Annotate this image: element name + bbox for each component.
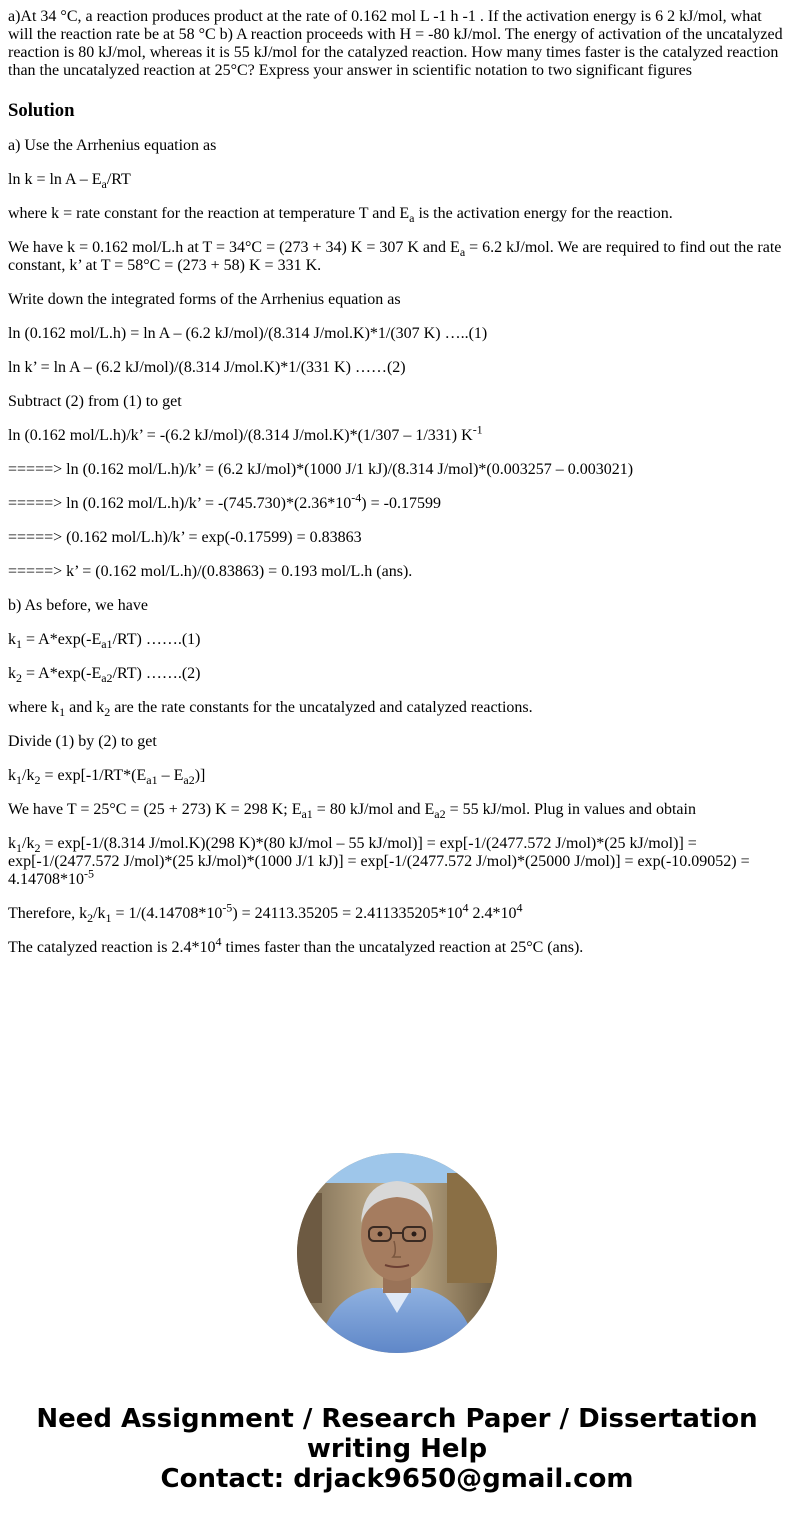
step-text-segment: 1	[16, 637, 22, 652]
solution-step	[8, 137, 786, 155]
step-text-segment: 2	[87, 911, 94, 926]
author-avatar	[297, 1153, 497, 1353]
step-text-segment: -4	[351, 490, 362, 505]
promo-contact: Contact: drjack9650@gmail.com	[160, 1464, 634, 1494]
step-text-segment: a1	[101, 637, 113, 652]
step-text-segment: 2	[16, 671, 22, 686]
step-text-segment: a2	[183, 773, 195, 788]
step-text-segment: /RT) …….(2)	[112, 665, 201, 682]
step-text-segment: a2	[434, 807, 446, 822]
solution-step	[8, 631, 786, 652]
step-text-segment: 2.4*10	[468, 905, 517, 922]
step-text-segment: 2	[104, 705, 111, 720]
step-text-segment: times faster than the uncatalyzed reaction at 25°C (ans).	[221, 939, 584, 956]
step-text-segment: = 55 kJ/mol. Plug in values and obtain	[445, 801, 696, 818]
step-text-segment: a2	[101, 671, 113, 686]
step-text-segment: ln k’ = ln A – (6.2 kJ/mol)/(8.314 J/mol.K)*1/(331 K) ……(2)	[8, 359, 406, 376]
step-text-segment: 2	[34, 841, 41, 856]
promo-line-2: writing Help	[306, 1434, 488, 1464]
step-text-segment: = A*exp(-E	[22, 665, 102, 682]
step-text-segment: /k	[22, 835, 35, 852]
step-text-segment: = exp[-1/(8.314 J/mol.K)(298 K)*(80 kJ/mol – 55 kJ/mol)] = exp[-1/(2477.572 J/mol)*(25 kJ/mol)] = exp[-1/(2477.572 J/mol)*(25 kJ/mol)*(1000 J/1 kJ)] = exp[-1/(2477.572 J/mol)*(25000 J/mol)] = exp(-10.09052) = 4.14708*10	[8, 835, 750, 888]
solution-step	[8, 205, 786, 226]
solution-step	[8, 325, 786, 343]
solution-step	[8, 461, 786, 479]
solution-step	[8, 665, 786, 686]
step-text-segment: =====> k’ = (0.162 mol/L.h)/(0.83863) = 0.193 mol/L.h (ans).	[8, 563, 413, 580]
solution-step	[8, 699, 786, 720]
step-text-segment: – E	[157, 767, 184, 784]
step-text-segment: /RT) …….(1)	[112, 631, 201, 648]
step-text-segment: We have k = 0.162 mol/L.h at T = 34°C = (273 + 34) K = 307 K and E	[8, 239, 460, 256]
step-text-segment: -1	[472, 422, 483, 437]
step-text-segment: Subtract (2) from (1) to get	[8, 393, 182, 410]
step-text-segment: k	[8, 665, 16, 682]
solution-step	[8, 171, 786, 192]
solution-step	[8, 835, 786, 889]
solution-step	[8, 422, 786, 445]
solution-step	[8, 291, 786, 309]
solution-step	[8, 563, 786, 581]
step-text-segment: b) As before, we have	[8, 597, 148, 614]
solution-step	[8, 393, 786, 411]
step-text-segment: ) = -0.17599	[361, 495, 441, 512]
step-text-segment: where k = rate constant for the reaction at temperature T and E	[8, 205, 410, 222]
step-text-segment: 4	[215, 934, 222, 949]
step-text-segment: We have T = 25°C = (25 + 273) K = 298 K; E	[8, 801, 302, 818]
step-text-segment: 1	[59, 705, 66, 720]
step-text-segment: =====> ln (0.162 mol/L.h)/k’ = (6.2 kJ/mol)*(1000 J/1 kJ)/(8.314 J/mol)*(0.003257 – 0.003021)	[8, 461, 634, 478]
solution-steps	[8, 137, 786, 957]
step-text-segment: =====> ln (0.162 mol/L.h)/k’ = -(745.730)*(2.36*10	[8, 495, 352, 512]
step-text-segment: -5	[222, 900, 233, 915]
step-text-segment: 1	[16, 773, 22, 788]
step-text-segment: ) = 24113.35205 = 2.411335205*10	[232, 905, 463, 922]
step-text-segment: Therefore, k	[8, 905, 88, 922]
step-text-segment: a	[459, 245, 466, 260]
promo-banner	[0, 1404, 794, 1494]
step-text-segment: are the rate constants for the uncatalyzed and catalyzed reactions.	[110, 699, 533, 716]
step-text-segment: -5	[84, 866, 94, 881]
step-text-segment: Write down the integrated forms of the Arrhenius equation as	[8, 291, 401, 308]
step-text-segment: 1	[105, 911, 112, 926]
solution-step	[8, 767, 786, 788]
solution-step	[8, 239, 786, 275]
step-text-segment: k	[8, 767, 16, 784]
step-text-segment: = 80 kJ/mol and E	[312, 801, 435, 818]
solution-step	[8, 359, 786, 377]
step-text-segment: a1	[301, 807, 313, 822]
solution-step	[8, 490, 786, 513]
solution-step	[8, 900, 786, 926]
step-text-segment: a	[101, 177, 107, 192]
step-text-segment: 4	[462, 900, 469, 915]
solution-heading: Solution	[8, 100, 75, 121]
solution-step	[8, 733, 786, 751]
solution-step	[8, 597, 786, 615]
step-text-segment: = 6.2 kJ/mol. We are required to find out the rate constant, k’ at T = 58°C = (273 + 58) K = 331 K.	[8, 239, 782, 274]
step-text-segment: = 1/(4.14708*10	[111, 905, 223, 922]
step-text-segment: /k	[22, 767, 35, 784]
solution-step	[8, 529, 786, 547]
step-text-segment: 2	[34, 773, 41, 788]
step-text-segment: and k	[65, 699, 105, 716]
step-text-segment: a1	[146, 773, 158, 788]
step-text-segment: =====> (0.162 mol/L.h)/k’ = exp(-0.17599) = 0.83863	[8, 529, 362, 546]
author-photo-image	[297, 1153, 497, 1353]
step-text-segment: k	[8, 631, 16, 648]
step-text-segment: /k	[93, 905, 106, 922]
step-text-segment: ln (0.162 mol/L.h) = ln A – (6.2 kJ/mol)/(8.314 J/mol.K)*1/(307 K) …..(1)	[8, 325, 488, 342]
step-text-segment: k	[8, 835, 16, 852]
step-text-segment: 1	[16, 841, 22, 856]
step-text-segment: ln (0.162 mol/L.h)/k’ = -(6.2 kJ/mol)/(8.314 J/mol.K)*(1/307 – 1/331) K	[8, 427, 473, 444]
question-text: a)At 34 °C, a reaction produces product at the rate of 0.162 mol L -1 h -1 . If the activation energy is 6 2 kJ/mol, what will the reaction rate be at 58 °C b) A reaction proceeds with H = -80 kJ/mol. The energy of activation of the uncatalyzed reaction is 80 kJ/mol, whereas it is 55 kJ/mol for the catalyzed reaction. How many times faster is the catalyzed reaction than the uncatalyzed reaction at 25°C? Express your answer in scientific notation to two significant figures	[8, 8, 783, 79]
step-text-segment: Divide (1) by (2) to get	[8, 733, 157, 750]
solution-step	[8, 934, 786, 957]
step-text-segment: = A*exp(-E	[22, 631, 102, 648]
solution-step	[8, 801, 786, 822]
step-text-segment: /RT	[106, 171, 131, 188]
step-text-segment: a) Use the Arrhenius equation as	[8, 137, 217, 154]
step-text-segment: = exp[-1/RT*(E	[40, 767, 147, 784]
step-text-segment: )]	[194, 767, 206, 784]
step-text-segment: 4	[516, 900, 523, 915]
step-text-segment: a	[409, 211, 415, 226]
step-text-segment: ln k = ln A – E	[8, 171, 102, 188]
step-text-segment: where k	[8, 699, 60, 716]
promo-line-1: Need Assignment / Research Paper / Dissertation	[36, 1404, 758, 1434]
step-text-segment: The catalyzed reaction is 2.4*10	[8, 939, 216, 956]
step-text-segment: is the activation energy for the reaction.	[414, 205, 673, 222]
